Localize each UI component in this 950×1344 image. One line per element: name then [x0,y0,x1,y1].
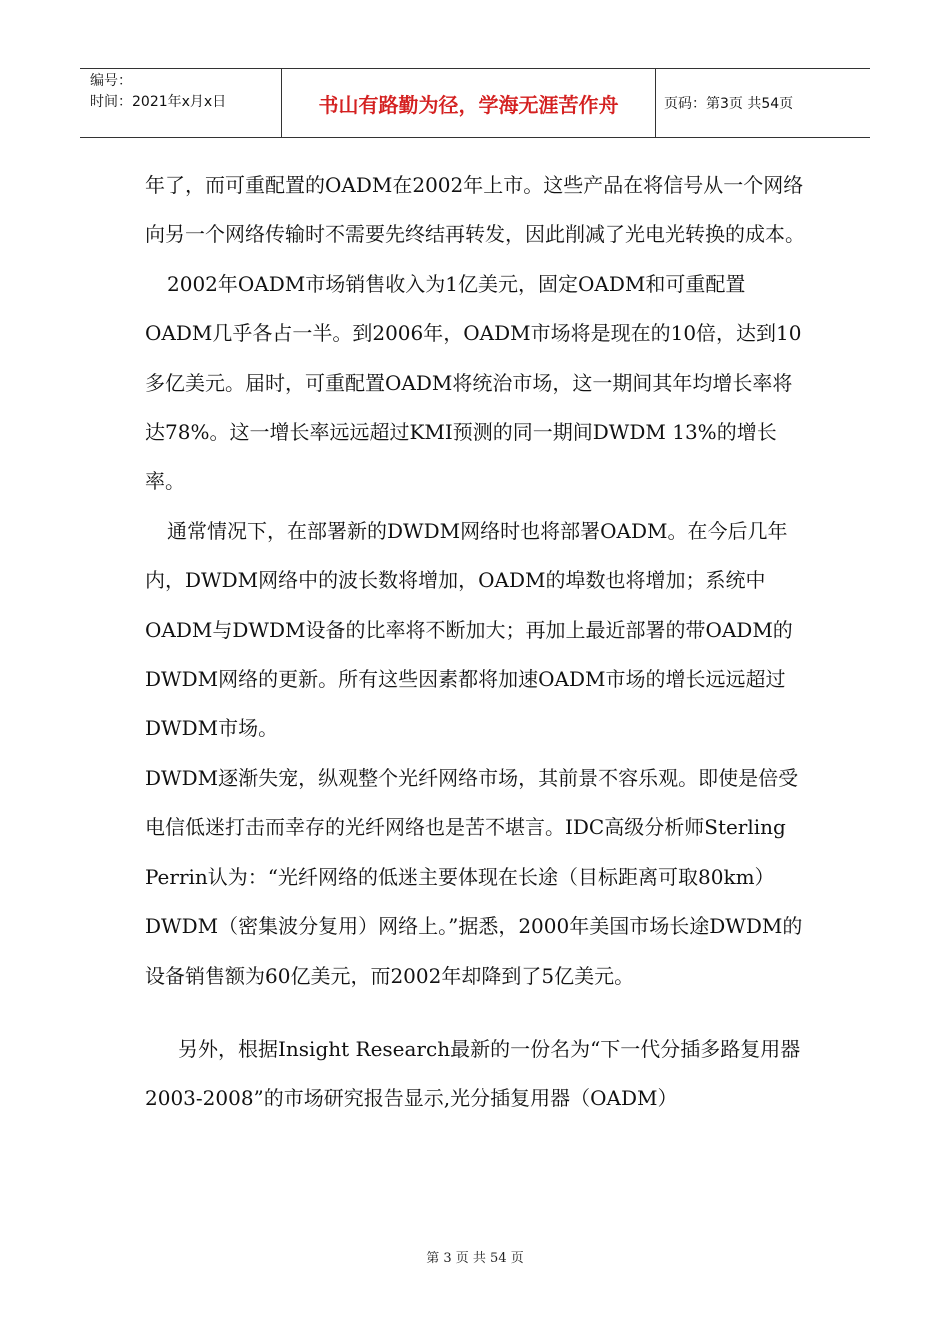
paragraph-5: 另外，根据Insight Research最新的一份名为“下一代分插多路复用器2003-2008”的市场研究报告显示,光分插复用器（OADM） [145,1036,801,1111]
header-page-info: 页码：第3页 共54页 [664,96,794,112]
header-motto: 书山有路勤为径，学海无涯苦作舟 [282,69,656,137]
header-number-label: 编号： [90,73,132,89]
paragraph-1: 年了，而可重配置的OADM在2002年上市。这些产品在将信号从一个网络向另一个网络传输时不需要先终结再转发，因此削减了光电光转换的成本。 [145,173,805,247]
header-time-label: 时间：2021年x月x日 [90,94,227,110]
page-header [80,68,870,138]
paragraph-gap [145,1001,810,1025]
paragraph-4: DWDM逐渐失宠，纵观整个光纤网络市场，其前景不容乐观。即使是倍受电信低迷打击而幸存的光纤网络也是苦不堪言。IDC高级分析师Sterling Perrin认为：“光纤网络的低迷主要体现在长途（目标距离可取80km）DWDM（密集波分复用）网络上。”据悉，2000年美国市场长途DWDM的设备销售额为60亿美元，而2002年却降到了5亿美元。 [145,765,803,988]
paragraph-2: 2002年OADM市场销售收入为1亿美元，固定OADM和可重配置OADM几乎各占一半。到2006年，OADM市场将是现在的10倍，达到10多亿美元。届时，可重配置OADM将统治市场，这一期间其年均增长率将达78%。这一增长率远远超过KMI预测的同一期间DWDM 13%的增长率。 [145,271,802,494]
page-footer: 第 3 页 共 54 页 [426,1251,524,1266]
paragraph-3: 通常情况下，在部署新的DWDM网络时也将部署OADM。在今后几年内，DWDM网络中的波长数将增加，OADM的埠数也将增加；系统中OADM与DWDM设备的比率将不断加大；再加上最近部署的带OADM的DWDM网络的更新。所有这些因素都将加速OADM市场的增长远远超过DWDM市场。 [145,518,793,741]
document-body [145,161,810,1124]
header-meta [80,69,282,137]
